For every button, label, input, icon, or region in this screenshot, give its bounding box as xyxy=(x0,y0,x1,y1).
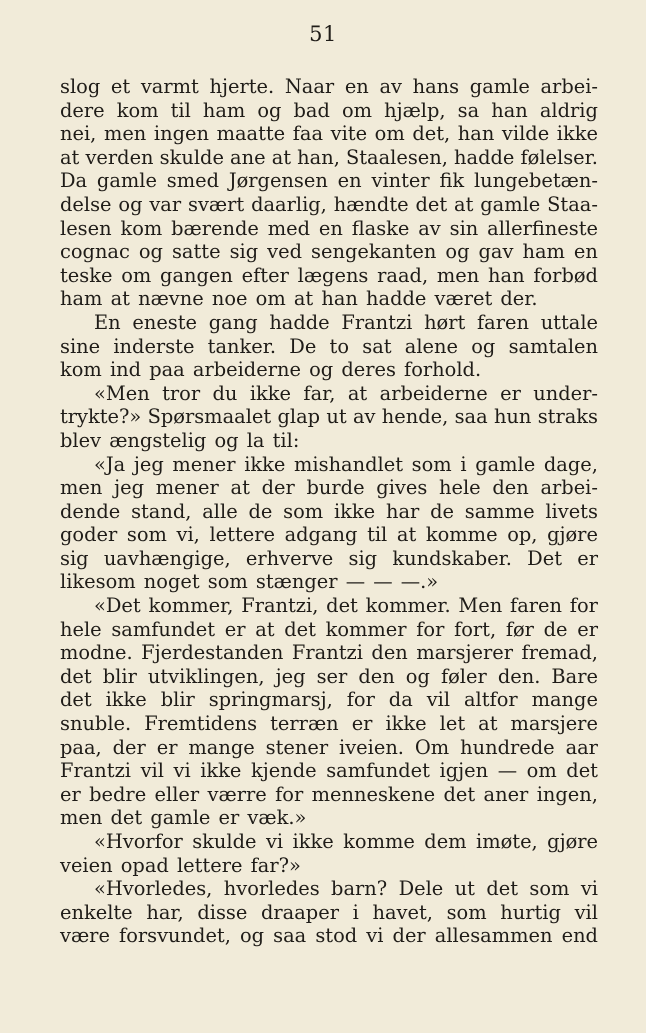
text-line: trykte?» Spørsmaalet glap ut av hende, saa hun straks xyxy=(60,405,598,429)
text-line: sine inderste tanker. De to sat alene og samtalen xyxy=(60,334,598,358)
body-text xyxy=(60,75,598,948)
text-line: det blir utviklingen, jeg ser den og føler den. Bare xyxy=(60,664,598,688)
text-line: modne. Fjerdestanden Frantzi den marsjerer fremad, xyxy=(60,641,598,665)
text-line: at verden skulde ane at han, Staalesen, hadde følelser. xyxy=(60,145,598,169)
text-line: «Men tror du ikke far, at arbeiderne er under- xyxy=(94,381,598,405)
text-line: veien opad lettere far?» xyxy=(60,853,301,877)
text-line: Da gamle smed Jørgensen en vinter fik lungebetæn- xyxy=(60,169,598,193)
text-line: nei, men ingen maatte faa vite om det, han vilde ikke xyxy=(60,122,598,146)
text-line: dere kom til ham og bad om hjælp, sa han aldrig xyxy=(60,98,598,122)
text-line: cognac og satte sig ved sengekanten og gav ham en xyxy=(60,240,598,264)
text-line: dende stand, alle de som ikke har de samme livets xyxy=(60,499,598,523)
text-line: men jeg mener at der burde gives hele den arbei- xyxy=(60,476,598,500)
text-line: men det gamle er væk.» xyxy=(60,806,307,830)
text-line: likesom noget som stænger — — —.» xyxy=(60,570,439,594)
text-line: «Hvorledes, hvorledes barn? Dele ut det som vi xyxy=(94,877,598,901)
text-line: lesen kom bærende med en flaske av sin allerfineste xyxy=(60,216,598,240)
page-number: 51 xyxy=(309,22,337,46)
text-line: paa, der er mange stener iveien. Om hundrede aar xyxy=(60,735,598,759)
text-line: kom ind paa arbeiderne og deres forhold. xyxy=(60,358,482,382)
text-line: snuble. Fremtidens terræn er ikke let at marsjere xyxy=(60,712,598,736)
text-line: goder som vi, lettere adgang til at komme op, gjøre xyxy=(60,523,598,547)
text-line: delse og var svært daarlig, hændte det at gamle Staa- xyxy=(60,192,598,216)
text-line: er bedre eller værre for menneskene det aner ingen, xyxy=(60,782,598,806)
text-line: En eneste gang hadde Frantzi hørt faren uttale xyxy=(94,310,598,334)
text-line: «Ja jeg mener ikke mishandlet som i gamle dage, xyxy=(94,452,598,476)
text-line: hele samfundet er at det kommer for fort, før de er xyxy=(60,617,598,641)
text-line: Frantzi vil vi ikke kjende samfundet igjen — om det xyxy=(60,759,598,783)
text-line: være forsvundet, og saa stod vi der allesammen end xyxy=(60,924,598,948)
text-line: «Hvorfor skulde vi ikke komme dem imøte, gjøre xyxy=(94,830,598,853)
text-line: sig uavhængige, erhverve sig kundskaber. Det er xyxy=(60,546,598,570)
text-line: teske om gangen efter lægens raad, men han forbød xyxy=(60,263,598,287)
text-line: «Det kommer, Frantzi, det kommer. Men faren for xyxy=(94,594,598,618)
text-line: enkelte har, disse draaper i havet, som hurtig vil xyxy=(60,900,598,924)
text-line: blev ængstelig og la til: xyxy=(60,428,300,452)
text-line: det ikke blir springmarsj, for da vil altfor mange xyxy=(60,688,598,712)
text-line: slog et varmt hjerte. Naar en av hans gamle arbei- xyxy=(60,75,598,98)
text-line: ham at nævne noe om at han hadde været der. xyxy=(60,287,538,311)
